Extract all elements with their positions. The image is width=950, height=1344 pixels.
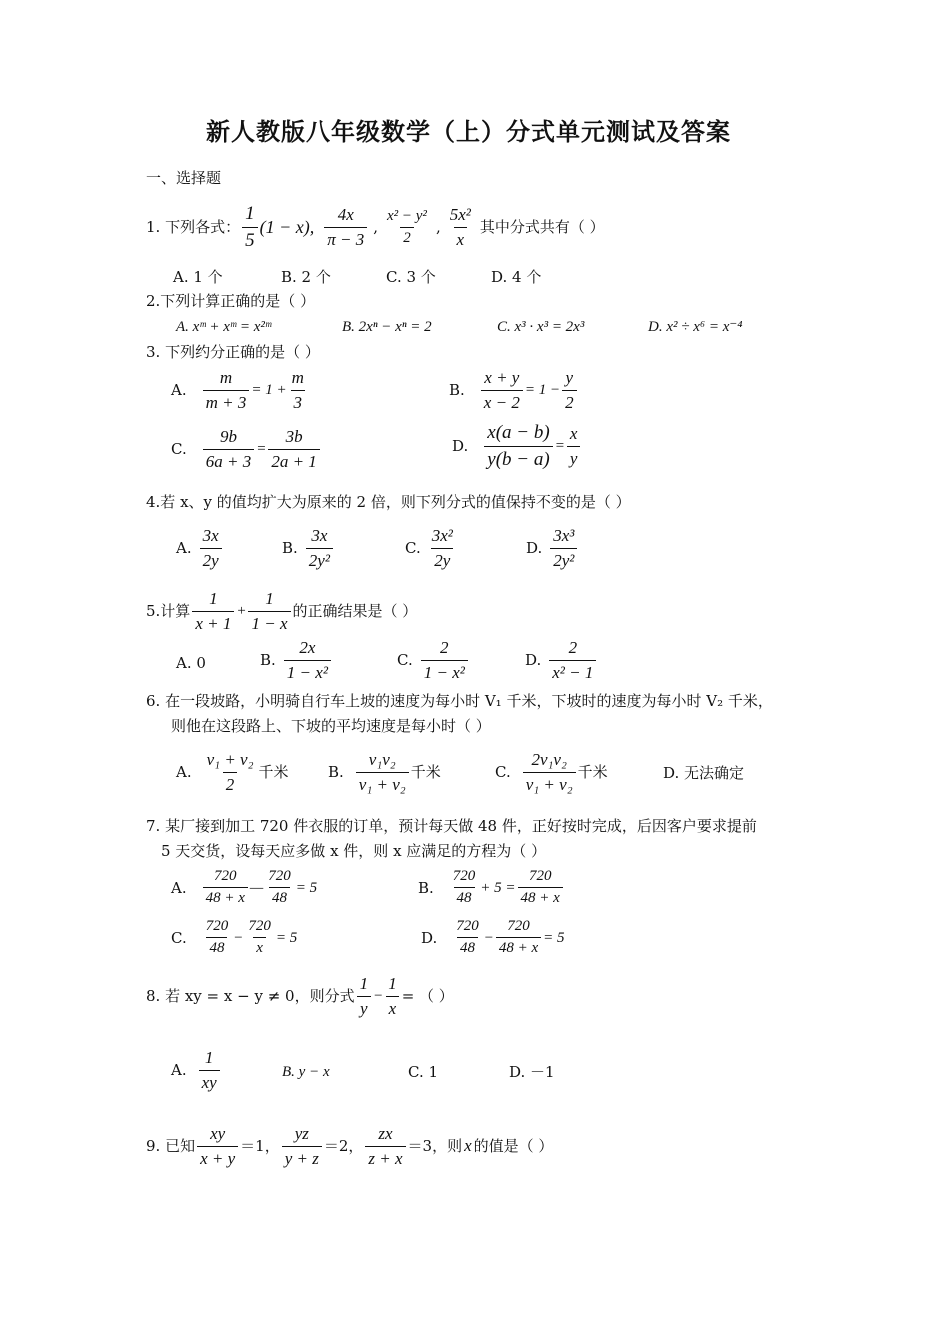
q6-a-label: A.: [176, 763, 192, 782]
q2-option-c: C. x³ · x³ = 2x³: [497, 319, 585, 335]
q3-b-label: B.: [449, 381, 465, 400]
q7-c-frac2: [245, 918, 274, 958]
q8-prefix: 8. 若 xy = x − y ≠ 0，则分式: [146, 987, 355, 1006]
q3-b-den: x − 2: [481, 390, 523, 413]
q6-a-frac: [204, 750, 257, 794]
q9-eq1: ＝1，: [240, 1137, 280, 1156]
q6-b-label: B.: [328, 763, 344, 782]
q1-expr1-den: 5: [242, 227, 258, 252]
q9-f3-den: z + x: [365, 1146, 405, 1169]
q3-b-num2: y: [565, 368, 574, 387]
q8-f1-den: y: [357, 996, 371, 1019]
q3-d-label: D.: [452, 437, 469, 456]
q1-expr1-num: 1: [245, 203, 255, 224]
q3-a-frac2: [289, 368, 307, 412]
q1-expr3-den: 2: [400, 227, 414, 247]
q6-option-d: D. 无法确定: [663, 764, 745, 782]
q1-expr4-num: 5x²: [449, 205, 471, 225]
q7-option-a: [171, 868, 317, 908]
q1-suffix: 其中分式共有（ ）: [479, 218, 605, 237]
q4-a-label: A.: [176, 539, 192, 558]
q6-option-a: [176, 750, 289, 794]
question-2-stem: 2.下列计算正确的是（ ）: [146, 292, 316, 310]
q6-b-num: v₁v₂: [368, 750, 396, 769]
q3-b-num: x + y: [484, 368, 520, 387]
q9-f2-num: yz: [294, 1124, 309, 1143]
q3-c-num: 9b: [219, 427, 237, 446]
q4-c-frac: [429, 526, 456, 570]
q7-a-label: A.: [171, 878, 187, 897]
q3-a-num2: m: [291, 368, 304, 387]
q5-d-frac: [549, 638, 596, 682]
q1-expr2: [324, 205, 367, 249]
q3-option-c: [171, 427, 322, 471]
q4-d-frac: [550, 526, 577, 570]
q3-c-frac2: [268, 427, 319, 471]
q7-c-n2: 720: [248, 918, 271, 934]
q4-b-num: 3x: [311, 526, 328, 545]
q7-a-n1: 720: [214, 868, 237, 884]
q6-c-den: v₁ + v₂: [523, 772, 576, 795]
q5-b-num: 2x: [299, 638, 316, 657]
q7-b-d1: 48: [454, 887, 475, 907]
q5-c-num: 2: [440, 638, 449, 657]
q1-prefix: 1. 下列各式：: [146, 218, 241, 237]
q3-d-den2: y: [567, 446, 581, 469]
q3-d-num2: x: [569, 424, 578, 444]
q5-f2-den: 1 − x: [248, 611, 290, 634]
question-3-stem: 3. 下列约分正确的是（ ）: [146, 343, 320, 361]
q7-b-op: + 5 =: [480, 879, 516, 896]
q3-c-frac1: [203, 427, 254, 471]
q7-a-frac1: [203, 868, 248, 908]
q9-frac1: [197, 1124, 238, 1168]
q2-option-d: D. x² ÷ x⁶ = x⁻⁴: [648, 319, 743, 335]
q9-f3-num: zx: [378, 1124, 393, 1143]
q9-f2-den: y + z: [282, 1146, 322, 1169]
q1-option-b: B. 2 个: [281, 268, 331, 286]
q4-d-num: 3x³: [553, 526, 575, 545]
q6-option-b: [328, 750, 441, 794]
q1-expr3: [384, 208, 430, 248]
q3-a-mid: = 1 +: [251, 382, 287, 399]
q1-option-c: C. 3 个: [386, 268, 436, 286]
q5-b-label: B.: [260, 651, 276, 670]
q5-f1-den: x + 1: [192, 611, 234, 634]
q7-option-c: [171, 918, 297, 958]
q9-frac2: [282, 1124, 322, 1168]
q8-f2-den: x: [386, 996, 400, 1019]
q7-b-label: B.: [418, 878, 434, 897]
q6-option-c: [495, 750, 608, 794]
q5-option-a: A. 0: [176, 654, 206, 672]
q4-c-den: 2y: [431, 548, 453, 571]
q4-a-frac: [200, 526, 222, 570]
q6-c-frac: [523, 750, 576, 794]
q7-c-op: −: [233, 929, 244, 946]
q8-option-b: B. y − x: [282, 1064, 330, 1080]
q7-a-n2: 720: [268, 868, 291, 884]
question-9-stem: [146, 1124, 553, 1168]
q3-a-den: m + 3: [203, 390, 250, 413]
q8-suffix: = （ ）: [401, 987, 454, 1006]
q5-prefix: 5.计算: [146, 602, 191, 621]
q3-b-frac1: [481, 368, 523, 412]
q5-d-num: 2: [568, 638, 578, 657]
q1-expr4-den: x: [454, 227, 468, 250]
q9-var: x: [464, 1135, 472, 1155]
q3-option-b: [449, 368, 579, 412]
q3-a-label: A.: [171, 381, 187, 400]
q9-eq2: ＝2，: [323, 1137, 364, 1156]
q3-b-frac2: [562, 368, 577, 412]
question-1-stem: 1. 下列各式： $\frac{1}{5}$ (1 − x), $\frac{4x}{\pi - 3}$ , $\frac{\text{x² − y²}}{2}$ , $\frac{\text{5x²}}{x}$ 其中分式共有（ ）: [146, 203, 605, 251]
q4-b-frac: [306, 526, 333, 570]
q1-expr2-num: 4x: [337, 205, 354, 225]
q7-d-frac1: [453, 918, 482, 958]
question-4-stem: 4.若 x、y 的值均扩大为原来的 2 倍，则下列分式的值保持不变的是（ ）: [146, 493, 631, 511]
q5-f1-num: 1: [209, 589, 218, 608]
q7-option-b: [418, 868, 565, 908]
q3-a-frac1: [203, 368, 250, 412]
q3-a-den2: 3: [291, 390, 306, 413]
q3-d-frac1: [484, 422, 552, 471]
q4-b-label: B.: [282, 539, 298, 558]
q7-d-label: D.: [421, 928, 438, 947]
page-title: 新人教版八年级数学（上）分式单元测试及答案: [206, 117, 731, 146]
q3-d-num: x(a − b): [487, 422, 550, 443]
q3-c-label: C.: [171, 440, 187, 459]
q3-b-mid: = 1 −: [524, 382, 561, 399]
q5-option-d: [525, 638, 598, 682]
q3-d-mid: =: [554, 438, 565, 455]
q6-b-den: v₁ + v₂: [356, 772, 409, 795]
q3-c-den2: 2a + 1: [268, 449, 319, 472]
q7-d-n1: 720: [456, 918, 479, 934]
q9-prefix: 9. 已知: [146, 1137, 196, 1156]
q4-option-b: [282, 526, 335, 570]
q2-option-a: A. xᵐ + xᵐ = x²ᵐ: [176, 319, 272, 335]
q9-f1-num: xy: [210, 1124, 226, 1143]
q6-a-den: 2: [223, 772, 238, 795]
q3-d-frac2: [567, 424, 581, 468]
q5-c-den: 1 − x²: [421, 660, 468, 683]
q4-d-den: 2y²: [550, 548, 577, 571]
q7-a-op: —: [249, 879, 264, 896]
question-8-stem: [146, 974, 454, 1018]
q6-b-frac: [356, 750, 409, 794]
q6-b-unit: 千米: [410, 763, 441, 782]
q8-option-a: [171, 1048, 222, 1092]
q5-c-frac: [421, 638, 468, 682]
q4-d-label: D.: [526, 539, 543, 558]
q3-option-d: [452, 422, 582, 471]
q7-c-label: C.: [171, 928, 187, 947]
q5-c-label: C.: [397, 651, 413, 670]
q1-expr3-num: x² − y²: [387, 207, 427, 224]
question-7-line2: 5 天交货，设每天应多做 x 件，则 x 应满足的方程为（ ）: [161, 842, 547, 860]
q7-b-frac2: [518, 868, 563, 908]
question-6-line2: 则他在这段路上、下坡的平均速度是每小时（ ）: [171, 717, 491, 735]
q7-d-frac2: [496, 918, 541, 958]
q8-a-label: A.: [171, 1061, 187, 1080]
q1-expr2-den: π − 3: [324, 227, 367, 250]
q5-d-den: x² − 1: [549, 660, 596, 683]
q4-a-den: 2y: [200, 548, 222, 571]
q5-suffix: 的正确结果是（ ）: [292, 602, 418, 621]
q3-c-num2: 3b: [285, 427, 303, 446]
section-heading: 一、选择题: [146, 169, 222, 187]
q8-a-num: 1: [204, 1048, 214, 1067]
q8-f1-num: 1: [359, 974, 369, 993]
q7-b-frac1: [450, 868, 479, 908]
q7-d-eq: = 5: [543, 929, 565, 946]
q7-d-n2: 720: [507, 918, 530, 934]
q8-a-den: xy: [199, 1070, 220, 1093]
q5-b-frac: [284, 638, 331, 682]
q4-c-label: C.: [405, 539, 421, 558]
q7-a-d1: 48 + x: [203, 887, 248, 907]
q6-c-label: C.: [495, 763, 511, 782]
q5-frac1: [192, 589, 234, 633]
q8-a-frac: [199, 1048, 220, 1092]
q8-option-d: D. －1: [509, 1063, 555, 1081]
q1-option-d: D. 4 个: [491, 268, 542, 286]
q9-suffix: 的值是（ ）: [473, 1137, 554, 1156]
question-5-stem: [146, 589, 417, 633]
q1-expr1: [242, 203, 258, 252]
q5-d-label: D.: [525, 651, 542, 670]
q7-c-d2: x: [253, 937, 266, 957]
q5-f2-num: 1: [265, 589, 274, 608]
q1-expr1-tail: (1 − x),: [259, 216, 315, 237]
q4-a-num: 3x: [202, 526, 219, 545]
q7-b-n2: 720: [528, 868, 552, 884]
q7-a-eq: = 5: [295, 879, 318, 896]
q6-a-unit: 千米: [258, 763, 289, 782]
question-6-line1: 6. 在一段坡路，小明骑自行车上坡的速度为每小时 V₁ 千米，下坡时的速度为每小时 V₂ 千米，: [146, 692, 773, 710]
q5-b-den: 1 − x²: [284, 660, 331, 683]
q7-c-d1: 48: [206, 937, 227, 957]
q9-frac3: [365, 1124, 405, 1168]
q7-a-d2: 48: [269, 887, 290, 907]
q8-frac1: [357, 974, 372, 1018]
q4-option-c: [405, 526, 458, 570]
q3-c-den: 6a + 3: [203, 449, 254, 472]
q7-option-d: [421, 918, 565, 958]
q8-op: −: [373, 988, 384, 1005]
q7-c-frac1: [203, 918, 232, 958]
q8-frac2: [385, 974, 400, 1018]
q7-d-d1: 48: [457, 937, 478, 957]
q5-option-c: [397, 638, 470, 682]
q7-b-n1: 720: [452, 868, 476, 884]
q7-c-n1: 720: [205, 918, 229, 934]
q7-d-op: −: [483, 929, 494, 946]
q4-option-a: [176, 526, 224, 570]
q7-b-d2: 48 + x: [518, 887, 563, 907]
q7-d-d2: 48 + x: [496, 937, 541, 957]
q8-f2-num: 1: [388, 974, 397, 993]
q3-d-den: y(b − a): [484, 446, 552, 471]
q8-option-c: C. 1: [408, 1063, 439, 1081]
q4-option-d: [526, 526, 579, 570]
q1-option-a: A. 1 个: [173, 268, 223, 286]
q3-c-mid: =: [256, 441, 267, 458]
q3-option-a: [171, 368, 309, 412]
q9-f1-den: x + y: [197, 1146, 238, 1169]
q1-expr4: [447, 205, 474, 249]
q5-plus: +: [236, 603, 247, 620]
q5-option-b: [260, 638, 333, 682]
q5-frac2: [248, 589, 290, 633]
q6-a-num: v₁ + v₂: [206, 750, 254, 769]
q3-a-num: m: [219, 368, 233, 387]
q6-c-unit: 千米: [577, 763, 608, 782]
q2-option-b: B. 2xⁿ − xⁿ = 2: [342, 319, 432, 335]
q7-a-frac2: [265, 868, 294, 908]
q6-c-num: 2v₁v₂: [531, 750, 567, 769]
q4-c-num: 3x²: [431, 526, 453, 545]
question-7-line1: 7. 某厂接到加工 720 件衣服的订单，预计每天做 48 件，正好按时完成，后因客户要求提前: [146, 817, 757, 835]
q3-b-den2: 2: [562, 390, 577, 413]
q7-c-eq: = 5: [275, 929, 298, 946]
q9-eq3: ＝3，则: [407, 1137, 463, 1156]
q4-b-den: 2y²: [306, 548, 333, 571]
